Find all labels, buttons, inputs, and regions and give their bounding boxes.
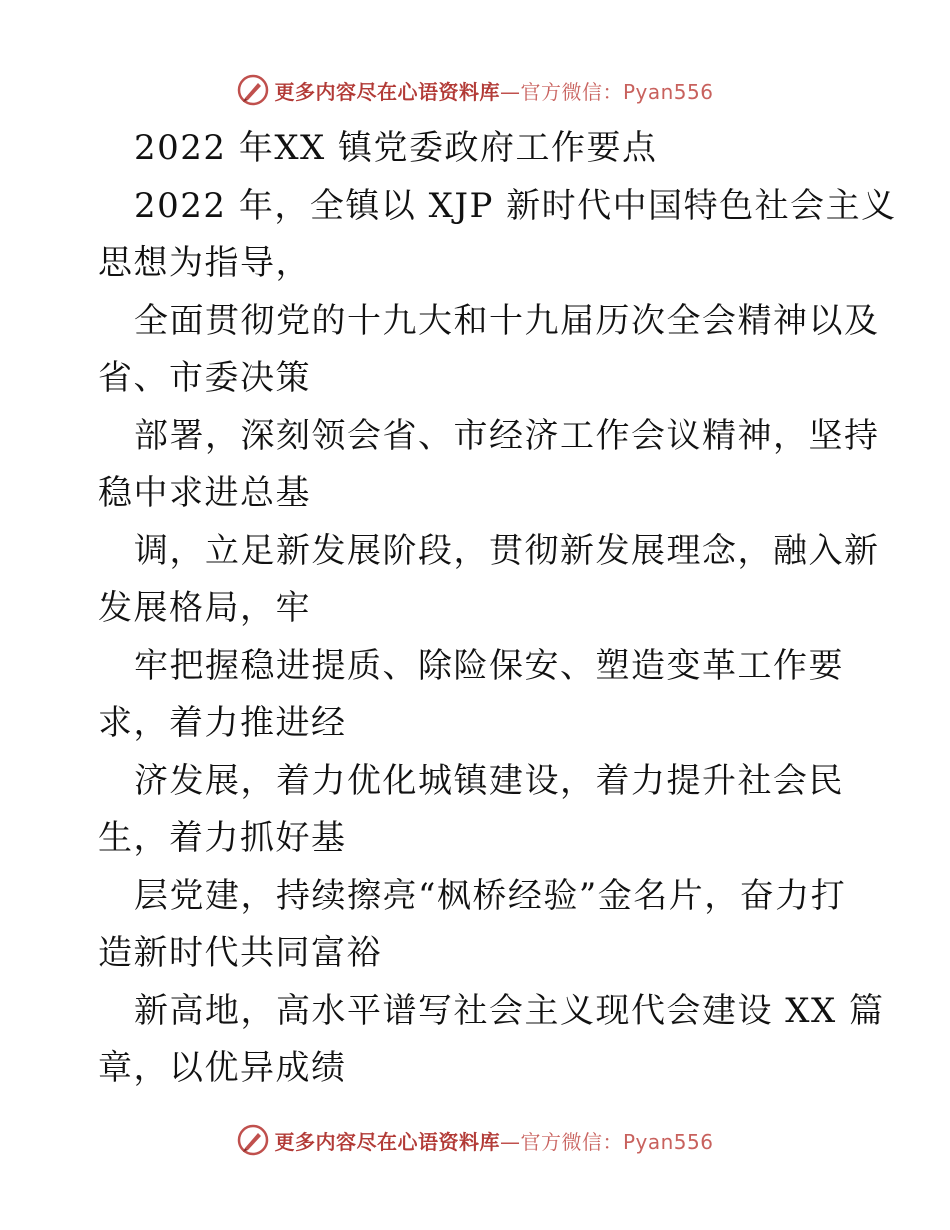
document-line: 全面贯彻党的十九大和十九届历次全会精神以及: [134, 300, 880, 341]
document-line: 求，着力推进经: [98, 703, 347, 743]
watermark-text: [274, 76, 713, 105]
document-line: 2022 年XX 镇党委政府工作要点: [134, 128, 658, 168]
watermark-separator: —: [499, 79, 521, 104]
document-line: 章，以优异成绩: [98, 1048, 347, 1088]
watermark-text: [274, 1126, 713, 1155]
pen-circle-logo-icon: [236, 1123, 270, 1157]
document-line: 思想为指导，: [98, 243, 311, 283]
watermark-prefix: 更多内容尽在心语资料库: [274, 1129, 500, 1154]
document-line: 造新时代共同富裕: [98, 933, 382, 973]
document-line: 稳中求进总基: [98, 473, 311, 513]
document-line: 新高地，高水平谱写社会主义现代会建设 XX 篇: [134, 990, 885, 1031]
watermark-suffix: 官方微信：Pyan556: [520, 79, 714, 104]
document-line: 济发展，着力优化城镇建设，着力提升社会民: [134, 760, 844, 801]
document-line: 生，着力抓好基: [98, 818, 347, 858]
header-watermark-banner: [0, 68, 950, 112]
pen-circle-logo-icon: [236, 73, 270, 107]
footer-watermark-banner: [0, 1118, 950, 1162]
document-line: 省、市委决策: [98, 358, 311, 398]
document-line: 发展格局，牢: [98, 588, 311, 628]
document-body: [98, 120, 897, 1098]
watermark-prefix: 更多内容尽在心语资料库: [274, 79, 500, 104]
watermark-suffix: 官方微信：Pyan556: [520, 1129, 714, 1154]
document-line: 2022 年，全镇以 XJP 新时代中国特色社会主义: [134, 185, 897, 226]
document-line: 牢把握稳进提质、除险保安、塑造变革工作要: [134, 645, 844, 686]
watermark-separator: —: [499, 1129, 521, 1154]
document-line: 层党建，持续擦亮“枫桥经验”金名片，奋力打: [134, 875, 847, 916]
document-line: 部署，深刻领会省、市经济工作会议精神，坚持: [134, 415, 880, 456]
document-line: 调，立足新发展阶段，贯彻新发展理念，融入新: [134, 530, 880, 571]
